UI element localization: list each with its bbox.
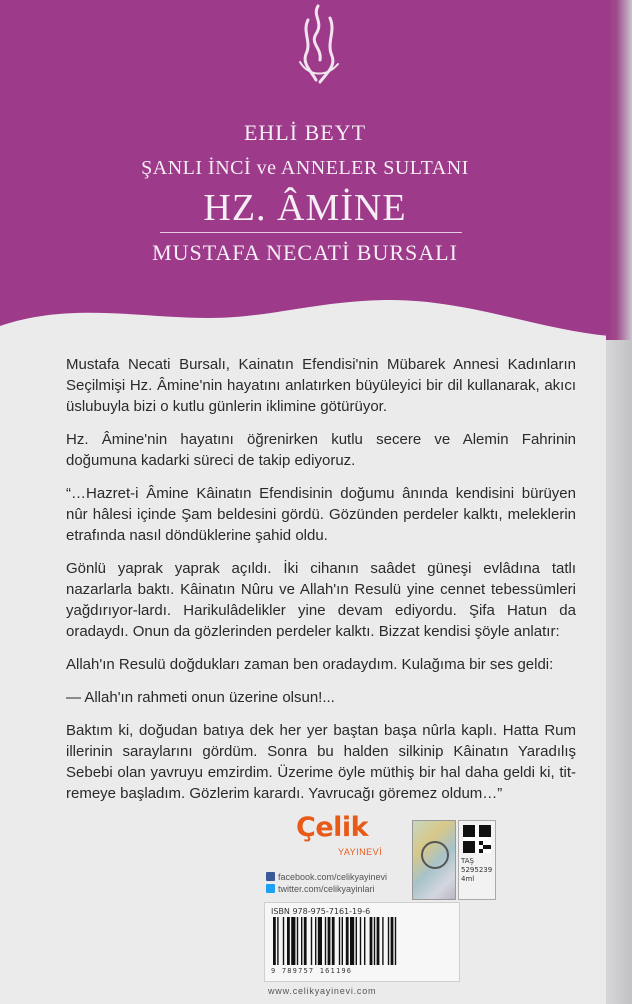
flame-calligraphy-icon bbox=[282, 2, 352, 92]
isbn-barcode bbox=[264, 902, 460, 982]
blurb-paragraph: Hz. Âmine'nin hayatını öğrenirken kutlu secere ve Alemin Fahrinin doğumuna kadarki süreci de takip ediyoruz. bbox=[66, 431, 576, 469]
qr-sticker bbox=[458, 820, 496, 900]
blurb-text bbox=[66, 354, 576, 816]
book-spine-lower bbox=[606, 340, 632, 1004]
author-name: MUSTAFA NECATİ BURSALI bbox=[152, 240, 458, 265]
twitter-icon bbox=[266, 884, 275, 893]
facebook-icon bbox=[266, 872, 275, 881]
title-divider bbox=[160, 232, 462, 233]
publisher-website: www.celikyayinevi.com bbox=[268, 986, 377, 996]
blurb-paragraph: “…Hazret-i Âmine Kâinatın Efendisinin doğumu ânında kendisini bürüyen nûr hâlesi içinde Şam beldesini gördü. Gözünden perdeler kalktı, meleklerin etrafında nasıl döndüklerine şahid oldu. bbox=[66, 485, 576, 544]
publisher-logo: Çelik bbox=[296, 812, 369, 843]
barcode-icon bbox=[271, 917, 453, 965]
twitter-text: twitter.com/celikyayinlari bbox=[278, 884, 375, 894]
book-subtitle: ŞANLI İNCİ ve ANNELER SULTANI bbox=[141, 157, 469, 179]
blurb-paragraph: Mustafa Necati Bursalı, Kainatın Efendisi'nin Mübarek Annesi Kadınların Seçilmişi Hz. Âmine'nin hayatını anlatırken büyüleyici bir dil kullanarak, akıcı üslubuyla bizi o kutlu günlerin iklimine götürüyor. bbox=[66, 356, 576, 415]
twitter-link bbox=[266, 884, 375, 894]
publisher-logo-sub: YAYINEVİ bbox=[338, 847, 383, 857]
hologram-sticker bbox=[412, 820, 456, 900]
blurb-paragraph: Allah'ın Resulü doğdukları zaman ben oradaydım. Kulağıma bir ses geldi: bbox=[66, 656, 554, 673]
blurb-paragraph: Baktım ki, doğudan batıya dek her yer baştan başa nûrla kaplı. Hatta Rum illerinin saraylarını gördüm. Sonra bu halden silkinip Kâinatın Yaradılış Sebebi olan yavruyu emzirdim. Üzerime öyle müthiş bir hal daha geldi ki, tit-remeye başladım. Gözlerim karardı. Yavrucağı göremez oldum…” bbox=[66, 722, 576, 802]
barcode-number: 9 789757 161196 bbox=[271, 967, 353, 975]
facebook-link bbox=[266, 872, 387, 882]
hologram-seal-icon bbox=[421, 841, 449, 869]
qr-sticker-text: TAŞ 5295239 4ml bbox=[461, 857, 493, 883]
isbn-number: ISBN 978-975-7161-19-6 bbox=[271, 907, 371, 916]
blurb-paragraph: Gönlü yaprak yaprak açıldı. İki cihanın saâdet güneşi evlâdına tatlı nazarlarla baktı. Kâinatın Nûru ve Allah'ın Resulü yine cennet tebessümleri yağdırıyor-lardı. Harikulâdelikler yine devam ediyordu. Şifa Hatun da oradaydı. Onun da gözlerinden perdeler kalktı. Bizzat kendisi şöyle anlatır: bbox=[66, 560, 576, 640]
book-title: HZ. ÂMİNE bbox=[203, 187, 407, 229]
blurb-paragraph: — Allah'ın rahmeti onun üzerine olsun!... bbox=[66, 689, 335, 706]
series-title: EHLİ BEYT bbox=[243, 120, 367, 145]
qr-code-icon bbox=[463, 825, 491, 853]
facebook-text: facebook.com/celikyayinevi bbox=[278, 872, 388, 882]
